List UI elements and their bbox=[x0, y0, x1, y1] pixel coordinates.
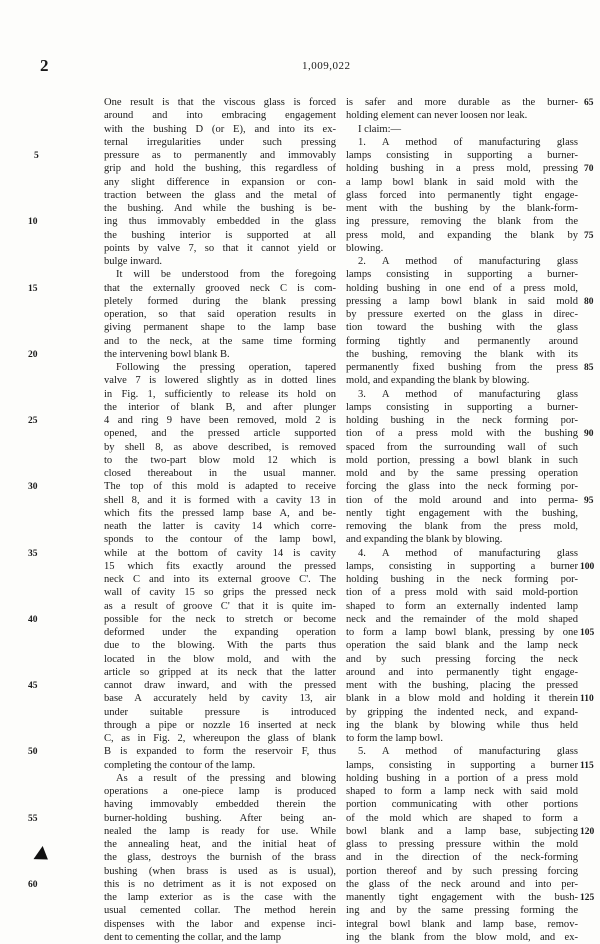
text-line: removing the blank from the press mold, bbox=[346, 521, 578, 532]
text-line: by pressure exerted on the glass in direc- bbox=[346, 309, 578, 320]
text-line: Following the pressing operation, tapered bbox=[116, 362, 336, 373]
line-number: 20 bbox=[28, 349, 38, 360]
text-line: permanently fixed bushing from the press bbox=[346, 362, 578, 373]
text-line: holding bushing in a portion of a press mold bbox=[346, 772, 578, 784]
line-number: 125 bbox=[580, 893, 595, 903]
text-line: portion communicating with other portions bbox=[346, 799, 578, 811]
line-number: 15 bbox=[28, 283, 38, 294]
text-line: cannot draw inward, and with the pressed bbox=[104, 680, 336, 691]
text-line: dent to cementing the collar, and the lamp bbox=[104, 931, 282, 943]
text-line: mold, and expanding the blank by blowing. bbox=[346, 375, 530, 387]
patent-number: 1,009,022 bbox=[302, 60, 351, 72]
line-number: 115 bbox=[580, 760, 594, 771]
text-line: holding bushing in a press mold, pressing bbox=[346, 163, 578, 175]
page-number: 2 bbox=[40, 56, 49, 75]
text-line: this is no detriment as it is not exposed on bbox=[104, 878, 336, 890]
text-line: glass to pressing pressure within the mold bbox=[346, 839, 578, 850]
text-line: press mold, and expanding the blank by bbox=[346, 229, 578, 241]
text-line: the bushing, removing the blank with its bbox=[346, 348, 578, 360]
text-line: One result is that the viscous glass is forced bbox=[104, 97, 336, 108]
text-line: holding element can never loosen nor leak. bbox=[346, 110, 528, 122]
text-line: due to the blowing. With the parts thus bbox=[104, 640, 336, 652]
text-line: sponds to the contour of the lamp bowl, bbox=[104, 534, 336, 546]
text-line: grip and hold the bushing, this regardless of bbox=[104, 163, 336, 175]
text-line: ing thus immovably embedded in the glass bbox=[104, 216, 336, 228]
text-line: ment with the bushing by the blank-form- bbox=[346, 203, 578, 214]
text-line: the annealing heat, and the initial heat of bbox=[104, 839, 336, 850]
text-line: holding bushing in the neck forming por- bbox=[346, 574, 578, 585]
line-number: 65 bbox=[584, 98, 594, 108]
text-line: 5. A method of manufacturing glass bbox=[358, 746, 578, 758]
text-line: tion of a press mold with said mold-portion bbox=[346, 587, 578, 599]
text-line: holding bushing in one end of a press mold, bbox=[346, 282, 578, 294]
text-line: neath the latter is cavity 14 which corre- bbox=[104, 521, 336, 532]
text-line: to form a lamp bowl blank, pressing by one bbox=[346, 627, 578, 638]
line-number: 95 bbox=[584, 495, 594, 506]
text-line: nealed the lamp is ready for use. While bbox=[104, 825, 336, 837]
line-number: 5 bbox=[34, 151, 39, 161]
line-number: 55 bbox=[28, 813, 38, 824]
text-line: ternal irregularities under such pressing bbox=[104, 136, 336, 148]
text-line: mold portion, pressing a bowl blank in such bbox=[346, 454, 578, 466]
text-line: by gripping the indented neck, and expand- bbox=[346, 706, 578, 718]
text-line: base A accurately held by cavity 13, air bbox=[104, 693, 336, 705]
text-line: pressing a lamp bowl blank in said mold bbox=[346, 295, 578, 307]
text-line: opened, and the pressed article supported bbox=[104, 428, 336, 440]
text-line: while at the bottom of cavity 14 is cavity bbox=[104, 547, 336, 559]
text-line: the lamp exterior as is the case with the bbox=[104, 892, 336, 903]
line-number: 25 bbox=[28, 416, 38, 426]
text-line: to form the lamp bowl. bbox=[346, 733, 443, 744]
text-line: is safer and more durable as the burner- bbox=[346, 97, 578, 108]
text-line: blowing. bbox=[346, 242, 384, 254]
text-line: The top of this mold is adapted to receive bbox=[104, 481, 336, 493]
text-line: possible for the neck to stretch or become bbox=[104, 613, 336, 625]
line-number: 35 bbox=[28, 548, 38, 559]
line-number: 75 bbox=[584, 230, 594, 241]
text-line: with the bushing D (or E), and into its ex- bbox=[104, 123, 336, 135]
text-line: operation, so that said operation results in bbox=[104, 309, 336, 320]
text-line: neck C and into its external groove C'. The bbox=[104, 574, 336, 585]
text-line: mold and by the same pressing operation bbox=[346, 468, 578, 479]
text-line: having immovably embedded therein the bbox=[104, 799, 336, 811]
text-line: nently tight engagement with the bushing, bbox=[346, 507, 578, 519]
text-line: lamps consisting in supporting a burner- bbox=[346, 401, 578, 413]
text-line: 1. A method of manufacturing glass bbox=[358, 136, 578, 148]
text-line: ing and by the same pressing forming the bbox=[346, 905, 578, 917]
text-line: and by such pressing forcing the neck bbox=[346, 653, 578, 665]
text-line: by shell 8, as above described, is removed bbox=[104, 441, 336, 453]
text-line: neck and the remainder of the mold shaped bbox=[346, 613, 578, 625]
line-number: 70 bbox=[584, 164, 594, 175]
line-number: 30 bbox=[28, 482, 38, 493]
text-line: lamps, consisting in supporting a burner bbox=[346, 560, 578, 572]
text-line: manently tight engagement with the bush- bbox=[346, 892, 578, 903]
left-text-column bbox=[104, 96, 336, 944]
text-line: It will be understood from the foregoing bbox=[116, 269, 336, 281]
text-line: As a result of the pressing and blowing bbox=[116, 772, 336, 784]
text-line: through a pipe or nozzle 16 inserted at neck bbox=[104, 719, 336, 731]
text-line: ing the blank from the blow mold, and ex- bbox=[346, 931, 578, 943]
text-line: shaped to form a lamp neck with said mold bbox=[346, 786, 578, 797]
text-line: lamps consisting in supporting a burner- bbox=[346, 150, 578, 161]
line-number: 110 bbox=[580, 694, 594, 705]
text-line: ing the blank by blowing while thus held bbox=[346, 719, 578, 731]
line-number: 105 bbox=[580, 628, 595, 638]
text-line: burner-holding bushing. After being an- bbox=[104, 812, 336, 824]
text-line: around and into embracing engagement bbox=[104, 110, 336, 122]
text-line: the interior of blank B, and after plunger bbox=[104, 401, 336, 413]
text-line: ment with the bushing, placing the pressed bbox=[346, 680, 578, 691]
text-line: under suitable pressure is introduced bbox=[104, 706, 336, 718]
text-line: a lamp bowl blank in said mold with the bbox=[346, 176, 578, 188]
text-line: operation the said blank and the lamp neck bbox=[346, 640, 578, 652]
text-line: portion thereof and by such pressing forcing bbox=[346, 865, 578, 877]
text-line: that the externally grooved neck C is com- bbox=[104, 282, 336, 294]
page-corner-mark bbox=[33, 846, 52, 866]
text-line: as a result of groove C' that it is quite im- bbox=[104, 600, 336, 612]
text-line: I claim:— bbox=[358, 123, 402, 135]
text-line: wall of cavity 15 so grips the pressed neck bbox=[104, 587, 336, 599]
text-line: the glass of the neck around and into per- bbox=[346, 878, 578, 890]
text-line: 4 and ring 9 have been removed, mold 2 is bbox=[104, 415, 336, 426]
line-number: 60 bbox=[28, 879, 38, 890]
text-line: tion toward the bushing with the glass bbox=[346, 322, 578, 334]
text-line: operations a one-piece lamp is produced bbox=[104, 786, 336, 797]
text-line: article so gripped at its neck that the latter bbox=[104, 666, 336, 678]
text-line: lamps, consisting in supporting a burner bbox=[346, 759, 578, 771]
text-line: completing the contour of the lamp. bbox=[104, 759, 256, 771]
text-line: of the mold which are shaped to form a bbox=[346, 812, 578, 824]
line-number: 120 bbox=[580, 826, 595, 837]
text-line: and expanding the blank by blowing. bbox=[346, 534, 503, 546]
text-line: C, as in Fig. 2, whereupon the glass of blank bbox=[104, 733, 336, 744]
text-line: points by valve 7, so that it cannot yield or bbox=[104, 242, 336, 254]
text-line: dispenses with the labor and expense inci- bbox=[104, 918, 336, 930]
text-line: tion of the mold around and into perma- bbox=[346, 494, 578, 506]
text-line: forming tightly and permanently around bbox=[346, 335, 578, 347]
text-line: 15 which fits exactly around the pressed bbox=[104, 560, 336, 572]
text-line: pletely formed during the blank pressing bbox=[104, 295, 336, 307]
right-text-column bbox=[346, 96, 578, 944]
line-number: 40 bbox=[28, 614, 38, 625]
line-number: 80 bbox=[584, 296, 594, 307]
text-line: shaped to form an externally indented lamp bbox=[346, 600, 578, 612]
line-number: 50 bbox=[28, 747, 38, 758]
text-line: 3. A method of manufacturing glass bbox=[358, 388, 578, 400]
text-line: ing pressure, removing the blank from the bbox=[346, 216, 578, 228]
text-line: and to the neck, at the same time forming bbox=[104, 335, 336, 347]
text-line: to the two-part blow mold 12 which is bbox=[104, 454, 336, 466]
text-line: 2. A method of manufacturing glass bbox=[358, 256, 578, 267]
text-line: closed thereabout in the usual manner. bbox=[104, 468, 336, 479]
text-line: the bushing. And while the bushing is be- bbox=[104, 203, 336, 214]
text-line: giving permanent shape to the lamp base bbox=[104, 322, 336, 334]
text-line: the glass, destroys the burnish of the brass bbox=[104, 852, 336, 864]
text-line: holding bushing in the neck forming por- bbox=[346, 415, 578, 426]
text-line: spaced from the surrounding wall of such bbox=[346, 441, 578, 453]
text-line: tion of a press mold with the bushing bbox=[346, 428, 578, 440]
text-line: traction between the glass and the metal of bbox=[104, 189, 336, 201]
text-line: valve 7 is lowered slightly as in dotted lines bbox=[104, 375, 336, 387]
text-line: around and into permanently tight engage- bbox=[346, 666, 578, 678]
text-line: located in the blow mold, and with the bbox=[104, 653, 336, 665]
text-line: lamps consisting in supporting a burner- bbox=[346, 269, 578, 281]
line-number: 85 bbox=[584, 363, 594, 373]
text-line: pressure as to permanently and immovably bbox=[104, 150, 336, 161]
text-line: B is expanded to form the reservoir F, thus bbox=[104, 746, 336, 758]
text-line: any slight difference in expansion or con- bbox=[104, 176, 336, 188]
text-line: deformed under the expanding operation bbox=[104, 627, 336, 638]
text-line: integral bowl blank and lamp base, remov- bbox=[346, 918, 578, 930]
text-line: bushing (when brass is used as is usual), bbox=[104, 865, 336, 877]
text-line: bulge inward. bbox=[104, 256, 162, 267]
text-line: shell 8, and it is formed with a cavity 13 in bbox=[104, 494, 336, 506]
line-number: 90 bbox=[584, 429, 594, 440]
text-line: the bushing interior is supported at all bbox=[104, 229, 336, 241]
text-line: glass forced into permanently tight engage- bbox=[346, 189, 578, 201]
text-line: the intervening bowl blank B. bbox=[104, 348, 230, 360]
text-line: which fits the pressed lamp base A, and be- bbox=[104, 507, 336, 519]
line-number: 10 bbox=[28, 217, 38, 228]
line-number: 45 bbox=[28, 681, 38, 691]
text-line: usual cemented collar. The method herein bbox=[104, 905, 336, 917]
text-line: 4. A method of manufacturing glass bbox=[358, 547, 578, 559]
text-line: forcing the glass into the neck forming por- bbox=[346, 481, 578, 493]
text-line: blank in a blow mold and holding it therein bbox=[346, 693, 578, 705]
line-number: 100 bbox=[580, 561, 595, 572]
text-line: and in the direction of the neck-forming bbox=[346, 852, 578, 864]
text-line: in Fig. 1, sufficiently to release its hold on bbox=[104, 388, 336, 400]
text-line: bowl blank and a lamp base, subjecting bbox=[346, 825, 578, 837]
